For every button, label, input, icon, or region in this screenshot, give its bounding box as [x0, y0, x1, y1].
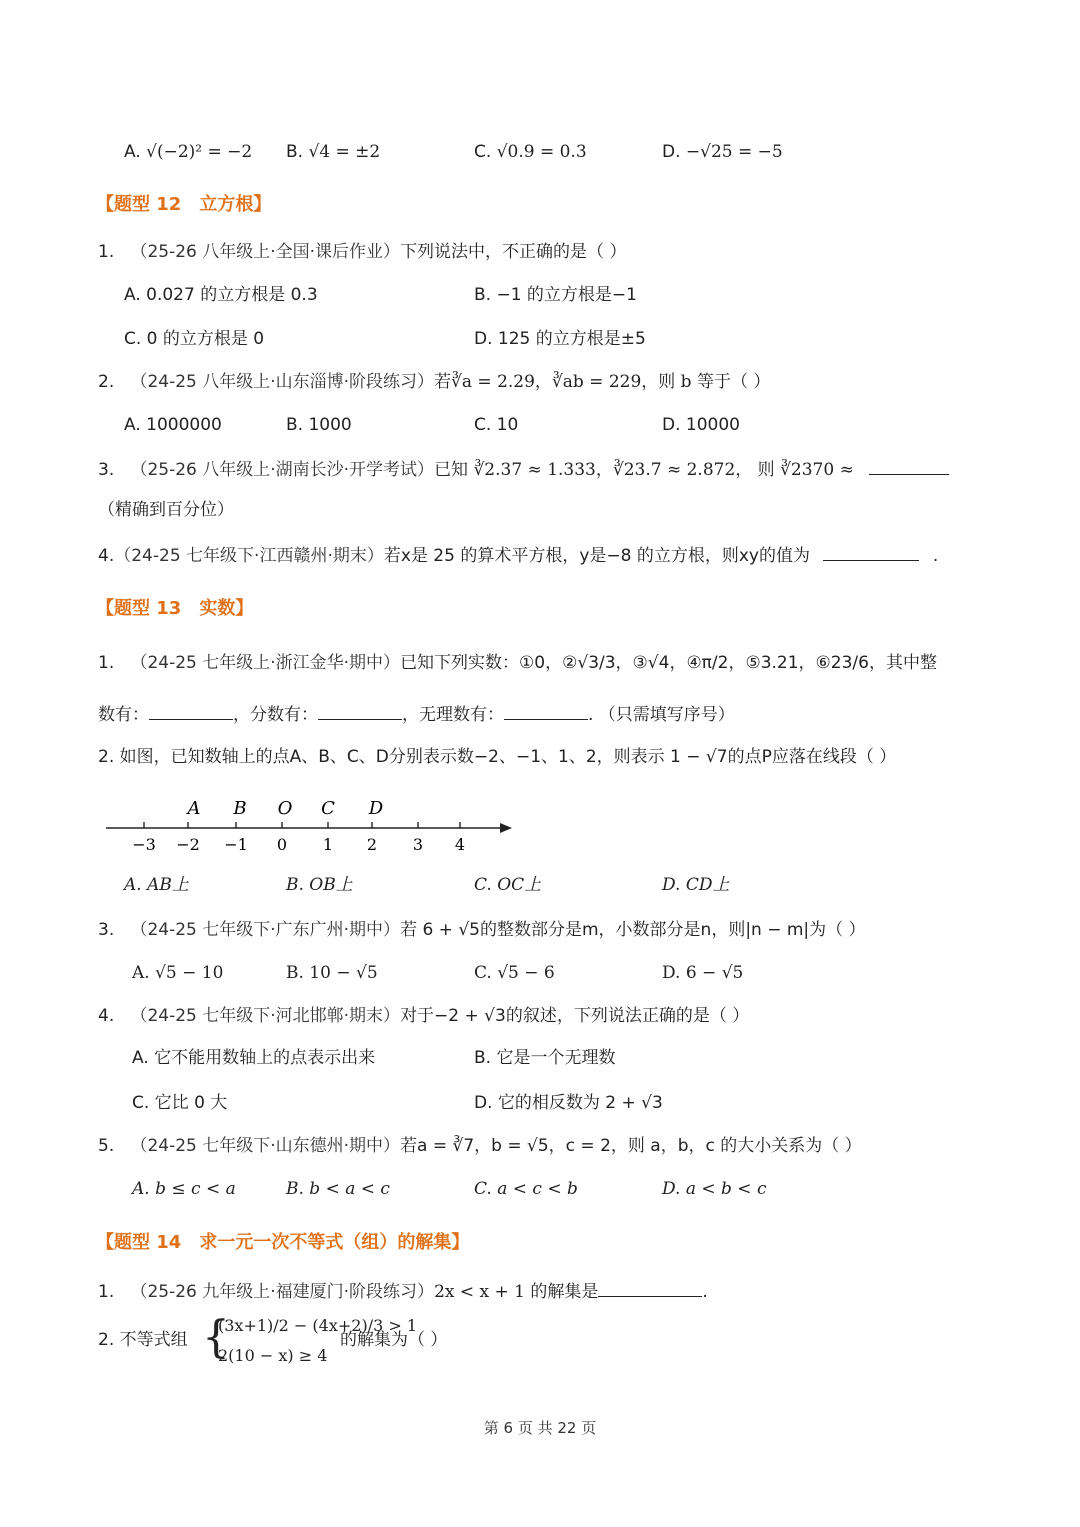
- number-line-point-label: D: [368, 798, 384, 819]
- s13-q5-option-d: D. a < b < c: [662, 1179, 767, 1199]
- number-line-tick-label: −2: [176, 835, 200, 854]
- s13-q2-option-d: D. CD上: [662, 875, 730, 895]
- s13-q3-option-d: D. 6 − √5: [662, 963, 744, 983]
- s12-q1-option-a: A. 0.027 的立方根是 0.3: [124, 285, 318, 305]
- s12-q1-option-b: B. −1 的立方根是−1: [474, 285, 637, 305]
- s13-q1-irrational-blank[interactable]: [504, 701, 588, 720]
- number-line-tick-label: 3: [412, 835, 424, 854]
- number-line-point-label: O: [277, 798, 293, 819]
- s12-q2-option-a: A. 1000000: [124, 415, 222, 435]
- s13-q4-option-a: A. 它不能用数轴上的点表示出来: [132, 1048, 376, 1068]
- number-line-tick-label: 2: [366, 835, 378, 854]
- number-line-tick-label: 1: [322, 835, 334, 854]
- s13-q1-integer-blank[interactable]: [149, 701, 233, 720]
- s13-q2-option-c: C. OC上: [474, 875, 542, 895]
- top-option-c-expr: √0.9 = 0.3: [496, 142, 587, 162]
- s12-q1: 1. （25-26 八年级上·全国·课后作业）下列说法中，不正确的是（ ）: [98, 242, 627, 262]
- s12-q2-option-c: C. 10: [474, 415, 519, 435]
- s13-q5-option-c: C. a < c < b: [474, 1179, 578, 1199]
- number-line: [100, 790, 540, 866]
- s13-q4-option-d: D. 它的相反数为 2 + √3: [474, 1093, 663, 1113]
- s12-q2-option-d: D. 10000: [662, 415, 740, 435]
- s13-q3-option-b: B. 10 − √5: [286, 963, 378, 983]
- system-row-2: 2(10 − x) ≥ 4: [218, 1346, 328, 1365]
- page-footer: 第 6 页 共 22 页: [483, 1419, 597, 1437]
- s13-q1-line2: 数有： ，分数有： ，无理数有： . （只需填写序号）: [98, 701, 735, 727]
- s13-q1-fraction-blank[interactable]: [318, 701, 402, 720]
- s12-q1-option-d: D. 125 的立方根是±5: [474, 329, 646, 349]
- s13-q5-option-a: A. b ≤ c < a: [132, 1179, 236, 1199]
- number-line-tick-label: 0: [276, 835, 288, 854]
- s13-q4-option-b: B. 它是一个无理数: [474, 1048, 616, 1068]
- section-14-heading: 【题型 14 求一元一次不等式（组）的解集】: [96, 1232, 470, 1253]
- s12-q2: 2. （24-25 八年级上·山东淄博·阶段练习）若∛a = 2.29，∛ab = 229，则 b 等于（ ）: [98, 372, 771, 392]
- s12-q3: 3. （25-26 八年级上·湖南长沙·开学考试）已知 ∛2.37 ≈ 1.333，∛23.7 ≈ 2.872， 则 ∛2370 ≈: [98, 456, 949, 482]
- s13-q2-option-b: B. OB上: [286, 875, 353, 895]
- number-line-tick-label: −3: [132, 835, 156, 854]
- s12-q4-answer-blank[interactable]: [823, 542, 919, 561]
- s13-q1: 1. （24-25 七年级上·浙江金华·期中）已知下列实数：①0，②√3/3，③√4，④π/2，⑤3.21，⑥23/6，其中整: [98, 653, 937, 673]
- s14-q2: 2. 不等式组: [98, 1330, 188, 1350]
- s13-q4: 4. （24-25 七年级下·河北邯郸·期末）对于−2 + √3的叙述，下列说法正确的是（ ）: [98, 1006, 750, 1026]
- number-line-point-label: A: [187, 798, 201, 819]
- top-option-a-expr: √(−2)² = −2: [146, 142, 253, 162]
- s12-q2-option-b: B. 1000: [286, 415, 352, 435]
- number-line-tick-label: 4: [454, 835, 466, 854]
- s13-q5-option-b: B. b < a < c: [286, 1179, 390, 1199]
- top-option-b: B. √4 = ±2: [286, 142, 381, 162]
- s13-q5: 5. （24-25 七年级下·山东德州·期中）若a = ∛7，b = √5，c = 2，则 a，b，c 的大小关系为（ ）: [98, 1136, 862, 1156]
- s13-q2-option-a: A. AB上: [124, 875, 189, 895]
- number-line-point-label: C: [321, 798, 335, 819]
- s14-q1: 1. （25-26 九年级上·福建厦门·阶段练习）2x < x + 1 的解集是 .: [98, 1278, 708, 1304]
- number-line-point-label: B: [233, 798, 247, 819]
- s12-q3-tail: （精确到百分位）: [98, 500, 234, 520]
- top-option-d-expr: −√25 = −5: [685, 142, 783, 162]
- s14-q1-answer-blank[interactable]: [598, 1278, 702, 1297]
- s12-q3-answer-blank[interactable]: [869, 456, 949, 475]
- s13-q3-option-a: A. √5 − 10: [132, 963, 224, 983]
- top-option-c: C. √0.9 = 0.3: [474, 142, 587, 162]
- system-brace: {: [202, 1312, 230, 1363]
- s12-q4: 4.（24-25 七年级下·江西赣州·期末）若x是 25 的算术平方根，y是−8 的立方根，则xy的值为 .: [98, 542, 938, 568]
- s14-q2-tail: 的解集为（ ）: [340, 1330, 448, 1350]
- top-option-d: D. −√25 = −5: [662, 142, 783, 162]
- s12-q1-option-c: C. 0 的立方根是 0: [124, 329, 265, 349]
- number-line-arrow: [500, 823, 512, 833]
- top-option-a: A. √(−2)² = −2: [124, 142, 253, 162]
- top-option-b-expr: √4 = ±2: [308, 142, 381, 162]
- s13-q3-option-c: C. √5 − 6: [474, 963, 555, 983]
- s13-q4-option-c: C. 它比 0 大: [132, 1093, 228, 1113]
- system-row-1: (3x+1)/2 − (4x+2)/3 > 1: [218, 1316, 418, 1335]
- section-13-heading: 【题型 13 实数】: [96, 598, 254, 619]
- section-12-heading: 【题型 12 立方根】: [96, 194, 272, 215]
- s13-q3: 3. （24-25 七年级下·广东广州·期中）若 6 + √5的整数部分是m，小数部分是n，则|n − m|为（ ）: [98, 920, 866, 940]
- number-line-tick-label: −1: [224, 835, 248, 854]
- s13-q2: 2. 如图，已知数轴上的点A、B、C、D分别表示数−2、−1、1、2，则表示 1 − √7的点P应落在线段（ ）: [98, 747, 897, 767]
